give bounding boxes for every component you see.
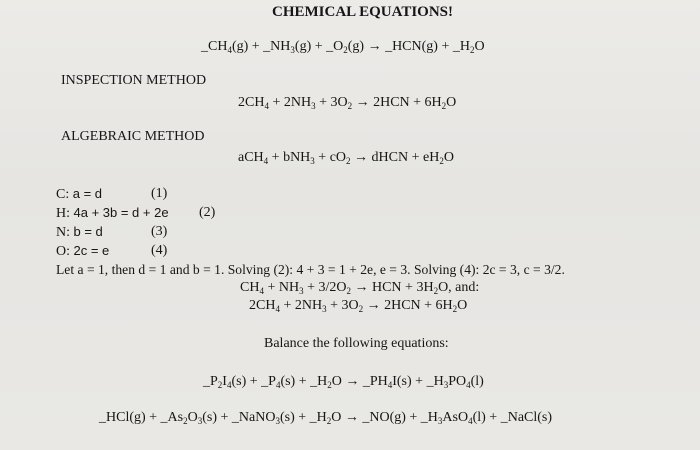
balance-expression: a = d xyxy=(72,186,103,201)
algebraic-general-equation: $aCH_4 + bNH_3 + cO_2$ → dHCN + $eH_2O$ xyxy=(238,150,454,166)
fractional-result-equation: $CH_4 + NH_3 + 3/2O_2$ → HCN + $3H_2O$, and: xyxy=(240,280,480,296)
balance-row-hydrogen xyxy=(56,205,169,222)
balance-element: O: xyxy=(56,244,70,259)
equation-number: (2) xyxy=(199,205,216,220)
equation-number: (3) xyxy=(151,224,168,239)
balance-row-oxygen xyxy=(56,243,109,260)
balance-row-nitrogen xyxy=(56,224,103,241)
equation-number: (4) xyxy=(151,243,168,258)
equation-number: (1) xyxy=(151,186,168,201)
exercise-equation-2: _HCl(g) + $\_As_2O_3(s)$ + _NaNO$_3$(s) + $\_H_2O$ → _NO(g) + $\_H_3AsO_4(l)$ + _NaCl(s) xyxy=(99,410,553,426)
balance-row-carbon xyxy=(56,186,102,203)
balance-element: C: xyxy=(56,187,70,202)
balance-element: N: xyxy=(56,225,70,240)
page-title: CHEMICAL EQUATIONS! xyxy=(272,4,453,20)
final-balanced-equation: $2CH_4 + 2NH_3 + 3O_2 \to 2HCN + 6H_2O$ xyxy=(249,298,468,314)
inspection-method-heading: INSPECTION METHOD xyxy=(61,73,207,88)
balance-expression: b = d xyxy=(73,224,103,239)
balance-expression: 4a + 3b = d + 2e xyxy=(73,205,169,220)
solution-text: Let a = 1, then d = 1 and b = 1. Solving (2): 4 + 3 = 1 + 2e, e = 3. Solving (4): 2c = 3, c = 3/2. xyxy=(56,262,565,277)
exercise-equation-1: $\_P_2I_4(s)$ + $\_P_4(s)$ + $\_H_2O$ → $\_PH_4I(s)$ + $\_H_3PO_4(l)$ xyxy=(203,374,484,390)
balance-element: H: xyxy=(56,206,70,221)
exercise-heading: Balance the following equations: xyxy=(264,336,449,351)
problem-equation: $\_CH_4(g)$ + $\_NH_3(g)$ + $\_O_2(g)$ → _HCN(g) + $\_H_2O$ xyxy=(201,39,485,55)
inspection-balanced-equation: $2CH_4 + 2NH_3 + 3O_2 \to 2HCN + 6H_2O$ xyxy=(238,95,457,111)
balance-expression: 2c = e xyxy=(73,243,110,258)
algebraic-method-heading: ALGEBRAIC METHOD xyxy=(61,129,205,144)
